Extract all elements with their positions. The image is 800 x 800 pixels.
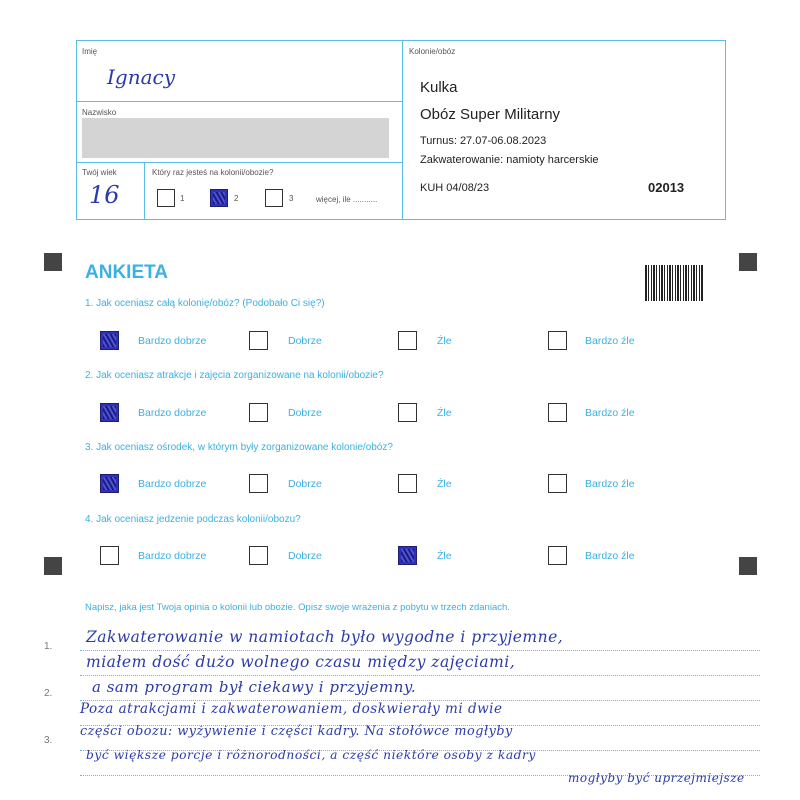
q3-option-4-label: Bardzo źle — [585, 478, 635, 490]
q4-option-3-checkbox[interactable] — [398, 546, 417, 565]
q2-option-1-checkbox[interactable] — [100, 403, 119, 422]
surname-redacted — [82, 118, 389, 158]
q2-option-3-label: Źle — [437, 407, 452, 419]
times-option-1-label: 1 — [180, 194, 185, 203]
q2-option-4-label: Bardzo źle — [585, 407, 635, 419]
q1-option-4-label: Bardzo źle — [585, 335, 635, 347]
times-option-3-checkbox[interactable] — [265, 189, 283, 207]
opinion-prompt: Napisz, jaka jest Twoja opinia o kolonii lub obozie. Opisz swoje wrażenia z pobytu w trzech zdaniach. — [85, 602, 510, 613]
barcode — [645, 265, 703, 301]
line-number-1: 1. — [44, 641, 53, 652]
handwritten-line-3: a sam program był ciekawy i przyjemny. — [92, 678, 417, 696]
q3-option-3-checkbox[interactable] — [398, 474, 417, 493]
registration-marker — [44, 557, 62, 575]
q4-option-1-label: Bardzo dobrze — [138, 550, 207, 562]
q4-option-2-label: Dobrze — [288, 550, 322, 562]
q1-option-2-checkbox[interactable] — [249, 331, 268, 350]
handwritten-line-4: Poza atrakcjami i zakwaterowaniem, doskwierały mi dwie — [80, 701, 503, 717]
handwritten-line-6: być większe porcje i różnorodności, a część niektóre osoby z kadry — [86, 748, 536, 762]
divider — [77, 101, 402, 102]
divider — [144, 162, 145, 219]
q1-option-1-label: Bardzo dobrze — [138, 335, 207, 347]
q4-option-4-label: Bardzo źle — [585, 550, 635, 562]
registration-marker — [739, 253, 757, 271]
q3-option-1-label: Bardzo dobrze — [138, 478, 207, 490]
question-3: 3. Jak oceniasz ośrodek, w którym były zorganizowane kolonie/obóz? — [85, 442, 393, 453]
divider — [77, 162, 402, 163]
q4-option-2-checkbox[interactable] — [249, 546, 268, 565]
question-2: 2. Jak oceniasz atrakcje i zajęcia zorganizowane na kolonii/obozie? — [85, 370, 384, 381]
writing-line — [80, 675, 760, 676]
q1-option-2-label: Dobrze — [288, 335, 322, 347]
form-number: 02013 — [648, 180, 685, 195]
q3-option-2-label: Dobrze — [288, 478, 322, 490]
q4-option-1-checkbox[interactable] — [100, 546, 119, 565]
question-4: 4. Jak oceniasz jedzenie podczas kolonii/obozu? — [85, 514, 301, 525]
q1-option-4-checkbox[interactable] — [548, 331, 567, 350]
q2-option-3-checkbox[interactable] — [398, 403, 417, 422]
header-form — [76, 40, 726, 220]
q1-option-3-checkbox[interactable] — [398, 331, 417, 350]
times-label: Który raz jesteś na kolonii/obozie? — [152, 168, 274, 177]
times-more-label: więcej, ile ........... — [316, 195, 378, 204]
line-number-3: 3. — [44, 735, 53, 746]
q3-option-2-checkbox[interactable] — [249, 474, 268, 493]
q2-option-4-checkbox[interactable] — [548, 403, 567, 422]
question-1: 1. Jak oceniasz całą kolonię/obóz? (Podobało Ci się?) — [85, 298, 325, 309]
times-option-3-label: 3 — [289, 194, 294, 203]
q3-option-3-label: Źle — [437, 478, 452, 490]
camp-name: Kulka — [420, 79, 458, 96]
survey-title: ANKIETA — [85, 262, 169, 283]
divider — [402, 41, 403, 219]
registration-marker — [739, 557, 757, 575]
q3-option-4-checkbox[interactable] — [548, 474, 567, 493]
q4-option-4-checkbox[interactable] — [548, 546, 567, 565]
handwritten-line-5: części obozu: wyżywienie i części kadry. Na stołówce mogłyby — [80, 724, 513, 739]
times-option-2-checkbox[interactable] — [210, 189, 228, 207]
camp-code: KUH 04/08/23 — [420, 182, 490, 194]
age-label: Twój wiek — [82, 168, 117, 177]
q4-option-3-label: Źle — [437, 550, 452, 562]
camp-label: Kolonie/obóz — [409, 47, 456, 56]
q2-option-2-label: Dobrze — [288, 407, 322, 419]
q1-option-1-checkbox[interactable] — [100, 331, 119, 350]
q3-option-1-checkbox[interactable] — [100, 474, 119, 493]
registration-marker — [44, 253, 62, 271]
times-option-2-label: 2 — [234, 194, 239, 203]
name-value[interactable]: Ignacy — [107, 65, 176, 89]
surname-label: Nazwisko — [82, 108, 117, 117]
name-label: Imię — [82, 47, 98, 56]
q1-option-3-label: Źle — [437, 335, 452, 347]
times-option-1-checkbox[interactable] — [157, 189, 175, 207]
age-value[interactable]: 16 — [89, 181, 120, 209]
handwritten-line-2: miałem dość dużo wolnego czasu między zajęciami, — [86, 653, 516, 671]
turnus: Turnus: 27.07-06.08.2023 — [420, 135, 547, 147]
handwritten-line-1: Zakwaterowanie w namiotach było wygodne i przyjemne, — [86, 628, 564, 646]
line-number-2: 2. — [44, 688, 53, 699]
q2-option-2-checkbox[interactable] — [249, 403, 268, 422]
writing-line — [80, 650, 760, 651]
camp-type: Obóz Super Militarny — [420, 106, 561, 123]
accommodation: Zakwaterowanie: namioty harcerskie — [420, 154, 599, 166]
q2-option-1-label: Bardzo dobrze — [138, 407, 207, 419]
handwritten-line-7: mogłyby być uprzejmiejsze — [568, 771, 745, 785]
